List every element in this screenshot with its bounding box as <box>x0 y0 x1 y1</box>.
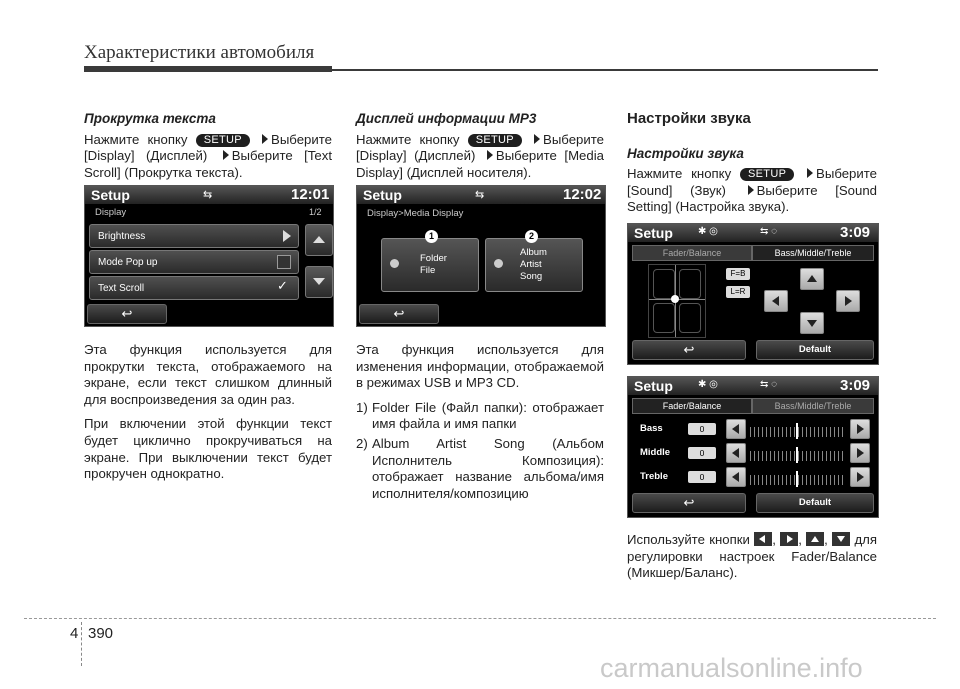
setup-key-icon: SETUP <box>196 134 250 147</box>
bass-middle-treble-screen <box>627 376 879 518</box>
screen-title: Setup <box>91 187 130 203</box>
breadcrumb: Display>Media Display <box>367 208 464 219</box>
column-sound-body <box>627 532 877 582</box>
screen-clock: 3:09 <box>840 224 871 241</box>
back-icon: ↩ <box>683 495 695 510</box>
list-item: 1) Folder File (Файл папки): отображает имя файла и имя папки <box>356 399 604 432</box>
column-text-scroll-body <box>84 342 332 491</box>
arrow-down-icon <box>807 320 817 327</box>
paragraph: Эта функция используется для изменения информации, отображаемой в режимах USB и MP3 CD. <box>356 342 604 391</box>
treble-decrease-button[interactable] <box>726 467 746 487</box>
default-button[interactable]: Default <box>756 340 874 360</box>
arrow-icon <box>223 150 229 160</box>
menu-item-brightness[interactable]: Brightness <box>89 224 299 248</box>
setup-key-icon: SETUP <box>740 168 794 181</box>
footer-rule <box>24 618 936 619</box>
arrow-icon <box>534 134 540 144</box>
usb-icon: ⇆ ◌ <box>760 226 778 237</box>
back-button[interactable] <box>87 304 167 324</box>
tab-bass-middle-treble[interactable]: Bass/Middle/Treble <box>752 398 874 414</box>
paragraph: При включении этой функции текст будет циклично прокручиваться на экране. При выключении текст будет прокручен однократно. <box>84 416 332 482</box>
arrow-left-icon <box>772 296 779 306</box>
arrow-up-icon <box>807 275 817 282</box>
display-screen <box>84 185 334 327</box>
page-number: 390 <box>88 625 114 642</box>
back-button[interactable] <box>632 340 746 360</box>
column-mp3 <box>356 111 604 189</box>
balance-left-button[interactable] <box>764 290 788 312</box>
tab-fader-balance[interactable]: Fader/Balance <box>632 245 752 261</box>
back-button[interactable] <box>359 304 439 324</box>
usb-icon: ⇆ ◌ <box>760 379 778 390</box>
down-arrow-key-icon <box>832 532 850 546</box>
middle-decrease-button[interactable] <box>726 443 746 463</box>
checkbox-icon <box>277 255 291 269</box>
radio-icon <box>494 259 503 268</box>
right-arrow-key-icon <box>780 532 798 546</box>
scroll-up-button[interactable] <box>305 224 333 256</box>
balance-value: L=R <box>726 286 750 298</box>
header-bar <box>84 66 332 72</box>
option-folder-file[interactable]: Folder File <box>381 238 479 292</box>
page-header-title: Характеристики автомобиля <box>84 42 315 63</box>
eq-value-bass: 0 <box>688 423 716 435</box>
arrow-up-icon <box>313 236 325 243</box>
radio-icon <box>390 259 399 268</box>
arrow-down-icon <box>313 278 325 285</box>
screen-clock: 3:09 <box>840 377 871 394</box>
screen-clock: 12:01 <box>291 186 330 203</box>
back-icon: ↩ <box>683 342 695 357</box>
middle-increase-button[interactable] <box>850 443 870 463</box>
arrow-right-icon <box>857 472 864 482</box>
scroll-down-button[interactable] <box>305 266 333 298</box>
watermark: carmanualsonline.info <box>600 653 863 683</box>
section-heading: Настройки звука <box>627 145 744 161</box>
default-button[interactable]: Default <box>756 493 874 513</box>
chevron-right-icon <box>283 230 291 242</box>
bass-increase-button[interactable] <box>850 419 870 439</box>
footer-divider <box>81 622 83 666</box>
instruction: Нажмите кнопку SETUP Выберите [Display] (Дисплей) Выберите [Media Display] (Дисплей носителя). <box>356 131 604 180</box>
treble-increase-button[interactable] <box>850 467 870 487</box>
paragraph: Эта функция используется для прокрутки текста, отображаемого на экране, если текст слишком длинный для воспроизведения за один раз. <box>84 342 332 407</box>
menu-item-text-scroll[interactable]: Text Scroll <box>89 276 299 300</box>
tab-bass-middle-treble[interactable]: Bass/Middle/Treble <box>752 245 874 261</box>
arrow-left-icon <box>732 472 739 482</box>
arrow-icon <box>262 134 268 144</box>
balance-right-button[interactable] <box>836 290 860 312</box>
arrow-icon <box>807 168 813 178</box>
arrow-icon <box>748 185 754 195</box>
middle-slider-thumb[interactable] <box>796 447 798 463</box>
page-indicator: 1/2 <box>309 207 322 217</box>
up-arrow-key-icon <box>806 532 824 546</box>
section-number: 4 <box>70 625 79 642</box>
arrow-left-icon <box>732 448 739 458</box>
breadcrumb: Display <box>95 207 127 218</box>
screen-title: Setup <box>363 187 402 203</box>
bass-decrease-button[interactable] <box>726 419 746 439</box>
eq-value-middle: 0 <box>688 447 716 459</box>
column-mp3-body <box>356 342 604 502</box>
instruction: Нажмите кнопку SETUP Выберите [Display] (Дисплей) Выберите [Text Scroll] (Прокрутка текста). <box>84 131 332 180</box>
list-item: 2) Album Artist Song (Альбом Исполнитель Композиция): отображает название альбома/имя исполнителя/композицию <box>356 435 604 501</box>
seat-diagram <box>648 264 706 338</box>
arrow-left-icon <box>732 424 739 434</box>
screen-clock: 12:02 <box>563 186 602 203</box>
paragraph: Используйте кнопки , , , для регулировки настроек Fader/Balance (Микшер/Баланс). <box>627 532 877 581</box>
callout-badge-1: 1 <box>425 230 438 243</box>
back-icon: ↩ <box>121 306 133 321</box>
left-arrow-key-icon <box>754 532 772 546</box>
tab-fader-balance[interactable]: Fader/Balance <box>632 398 752 414</box>
bass-slider-thumb[interactable] <box>796 423 798 439</box>
fader-up-button[interactable] <box>800 268 824 290</box>
usb-icon: ⇆ <box>203 189 213 201</box>
eq-label-treble: Treble <box>640 471 668 482</box>
header-rule <box>332 69 878 71</box>
option-album-artist-song[interactable]: Album Artist Song <box>485 238 583 292</box>
eq-label-bass: Bass <box>640 423 663 434</box>
fader-value: F=B <box>726 268 750 280</box>
checkmark-icon: ✓ <box>277 278 288 293</box>
arrow-right-icon <box>845 296 852 306</box>
arrow-right-icon <box>857 448 864 458</box>
eq-label-middle: Middle <box>640 447 671 458</box>
column-text-scroll <box>84 111 332 189</box>
bluetooth-icon: ✱ ◎ <box>698 226 718 237</box>
eq-value-treble: 0 <box>688 471 716 483</box>
balance-point-icon <box>671 295 679 303</box>
section-title: Настройки звука <box>627 110 751 127</box>
section-heading: Прокрутка текста <box>84 111 216 126</box>
column-sound <box>627 111 877 224</box>
instruction: Нажмите кнопку SETUP Выберите [Sound] (Звук) Выберите [Sound Setting] (Настройка звука). <box>627 166 878 215</box>
menu-item-mode-popup[interactable]: Mode Pop up <box>89 250 299 274</box>
back-icon: ↩ <box>393 306 405 321</box>
callout-badge-2: 2 <box>525 230 538 243</box>
fader-down-button[interactable] <box>800 312 824 334</box>
treble-slider-thumb[interactable] <box>796 471 798 487</box>
setup-key-icon: SETUP <box>468 134 522 147</box>
arrow-right-icon <box>857 424 864 434</box>
screen-title: Setup <box>634 378 673 394</box>
usb-icon: ⇆ <box>475 189 485 201</box>
bluetooth-icon: ✱ ◎ <box>698 379 718 390</box>
screen-title: Setup <box>634 225 673 241</box>
arrow-icon <box>487 150 493 160</box>
media-display-screen <box>356 185 606 327</box>
section-heading: Дисплей информации MP3 <box>356 111 537 126</box>
fader-balance-screen <box>627 223 879 365</box>
back-button[interactable] <box>632 493 746 513</box>
